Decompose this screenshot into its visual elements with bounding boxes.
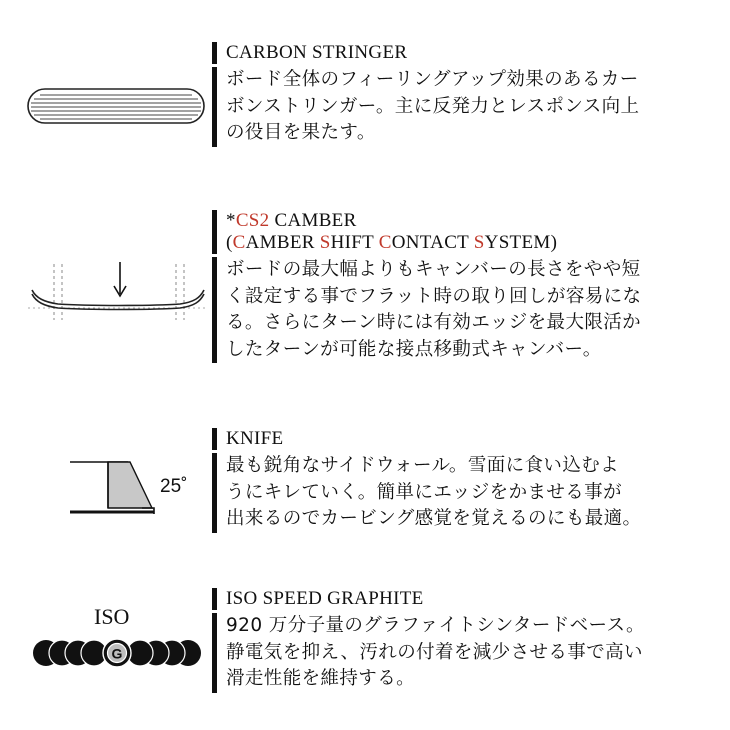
- cs2-sub-c2: C: [378, 232, 392, 253]
- carbon-stringer-title: CARBON STRINGER: [212, 42, 726, 64]
- cs2-title-star: *: [226, 210, 236, 231]
- cs2-camber-subtitle: [212, 232, 726, 254]
- knife-angle-label: 25˚: [160, 476, 188, 497]
- knife-title: KNIFE: [212, 428, 726, 450]
- iso-speed-graphite-title: ISO SPEED GRAPHITE: [212, 588, 726, 610]
- cs2-sub-s1: S: [319, 232, 331, 253]
- cs2-sub-w2: HIFT: [330, 232, 379, 253]
- iso-graphite-circles-icon: [32, 638, 202, 668]
- cs2-title-camber: CAMBER: [269, 210, 357, 231]
- cs2-sub-open: (: [226, 232, 233, 253]
- iso-label: ISO: [94, 604, 130, 629]
- camber-profile-icon: [28, 256, 208, 322]
- iso-speed-graphite-description: 920 万分子量のグラファイトシンタードベース。 静電気を抑え、汚れの付着を減少させる事で高い 滑走性能を維持する。: [212, 613, 726, 693]
- cs2-sub-w3: ONTACT: [391, 232, 474, 253]
- cs2-sub-c1: C: [232, 232, 246, 253]
- cs2-camber-title: [212, 210, 726, 232]
- knife-description: 最も鋭角なサイドウォール。雪面に食い込むよ うにキレていく。簡単にエッジをかませる事が 出来るのでカービング感覚を覚えるのにも最適。: [212, 453, 726, 533]
- cs2-sub-s2: S: [473, 232, 485, 253]
- carbon-stringer-description: ボード全体のフィーリングアップ効果のあるカー ボンストリンガー。主に反発力とレスポンス向上 の役目を果たす。: [212, 67, 726, 147]
- cs2-sub-w4: YSTEM): [484, 232, 558, 253]
- cs2-sub-w1: AMBER: [245, 232, 320, 253]
- cs2-camber-description: ボードの最大幅よりもキャンバーの長さをやや短 く設定する事でフラット時の取り回しが容易にな る。さらにターン時には有効エッジを最大限活か したターンが可能な接点移動式キャンバー。: [212, 257, 726, 363]
- iso-badge-letter: G: [111, 645, 123, 662]
- cs2-title-cs2: CS2: [235, 210, 270, 231]
- knife-sidewall-icon: [68, 458, 164, 518]
- carbon-stringer-board-icon: [26, 86, 206, 126]
